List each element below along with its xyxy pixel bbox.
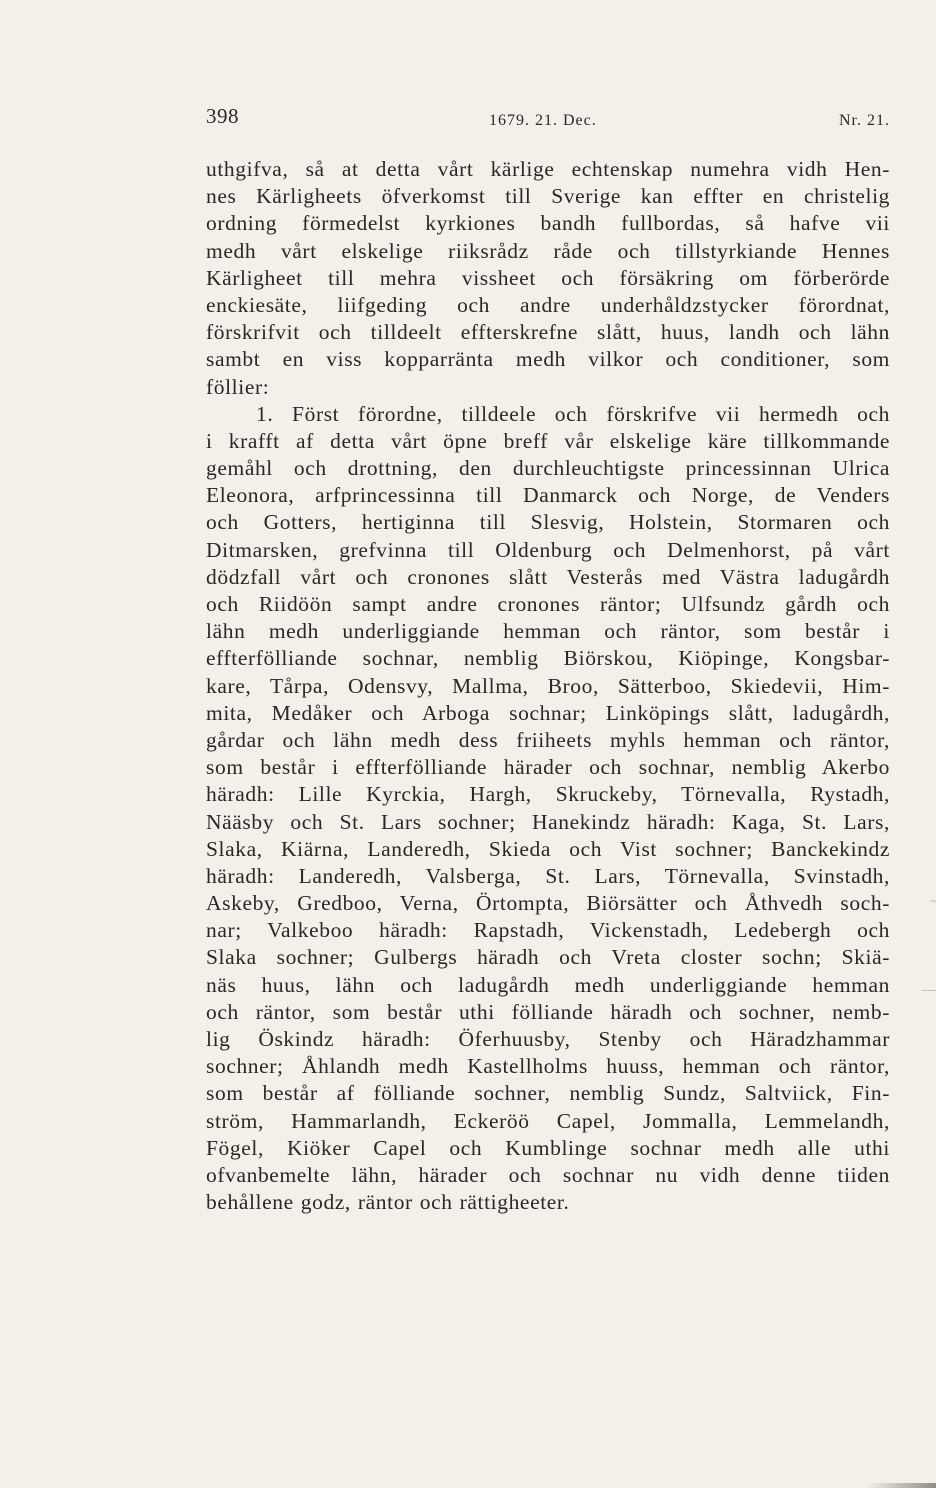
text-line: nes Kärligheets öfverkomst till Sverige kan effter en christelig [206, 184, 890, 209]
text-line: Kärligheet till mehra vissheet och försäkring om förberörde [206, 265, 890, 290]
text-line: häradh: Landeredh, Valsberga, St. Lars, Törnevalla, Svinstadh, [206, 863, 890, 888]
text-line: gemåhl och drottning, den durchleuchtigste princessinnan Ulrica [206, 456, 890, 481]
text-line: Askeby, Gredboo, Verna, Örtompta, Biörsätter och Åthvedh soch- [206, 891, 890, 916]
text-line: ordning förmedelst kyrkiones bandh fullbordas, så hafve vii [206, 211, 890, 236]
document-number: Nr. 21. [839, 112, 890, 129]
text-line: och Gotters, hertiginna till Slesvig, Holstein, Stormaren och [206, 510, 890, 535]
text-line: häradh: Lille Kyrckia, Hargh, Skruckeby, Törnevalla, Rystadh, [206, 782, 890, 807]
scan-edge-mark [922, 990, 936, 991]
text-line: dödzfall vårt och cronones slått Vesterås med Västra ladugårdh [206, 564, 890, 589]
text-line: som består i effterfölliande härader och sochnar, nemblig Akerbo [206, 755, 890, 780]
text-line: föllier: [206, 374, 270, 399]
text-line: och Riidöön sampt andre cronones räntor; Ulfsundz gårdh och [206, 592, 890, 616]
text-line: näs huus, lähn och ladugårdh medh underliggiande hemman [206, 972, 890, 997]
scan-bottom-shadow [866, 1483, 936, 1488]
text-line: mita, Medåker och Arboga sochnar; Linköpings slått, ladugårdh, [206, 700, 890, 725]
text-line: 1. Först förordne, tilldeele och förskrifve vii hermedh och [256, 401, 890, 426]
text-line: Eleonora, arfprincessinna till Danmarck och Norge, de Venders [206, 483, 890, 508]
text-line: medh vårt elskelige riiksrådz råde och tillstyrkiande Hennes [206, 238, 890, 263]
text-line: Ditmarsken, grefvinna till Oldenburg och Delmenhorst, på vårt [206, 537, 890, 562]
text-line: Slaka, Kiärna, Landeredh, Skieda och Vist sochner; Banckekindz [206, 836, 890, 861]
text-line: förskrifvit och tilldeelt effterskrefne slått, huus, landh och lähn [206, 320, 890, 345]
text-line: ström, Hammarlandh, Eckeröö Capel, Jommalla, Lemmelandh, [206, 1108, 890, 1133]
text-line: nar; Valkeboo häradh: Rapstadh, Vickenstadh, Ledebergh och [206, 918, 890, 943]
text-line: lähn medh underliggiande hemman och räntor, som består i [206, 619, 890, 644]
text-line: enckiesäte, liifgeding och andre underhåldzstycker förordnat, [206, 292, 890, 317]
text-line: Nääsby och St. Lars sochner; Hanekindz häradh: Kaga, St. Lars, [206, 809, 890, 834]
page-header [206, 100, 890, 130]
scan-edge-mark [930, 900, 936, 902]
text-line: kare, Tårpa, Odensvy, Mallma, Broo, Sätterboo, Skiedevii, Him- [206, 673, 890, 698]
text-line: behållene godz, räntor och rättigheeter. [206, 1190, 570, 1215]
text-line: sambt en viss kopparränta medh vilkor och conditioner, som [206, 347, 890, 372]
page-number: 398 [206, 104, 239, 128]
text-line: Slaka sochner; Gulbergs häradh och Vreta closter sochn; Skiä- [206, 945, 890, 970]
text-line: lig Öskindz häradh: Öferhuusby, Stenby och Häradzhammar [206, 1027, 890, 1051]
text-line: i krafft af detta vårt öpne breff vår elskelige käre tillkommande [206, 428, 890, 453]
body-text [206, 156, 890, 1216]
text-line: och räntor, som består uthi fölliande häradh och sochner, nemb- [206, 999, 890, 1024]
text-line: uthgifva, så at detta vårt kärlige echtenskap numehra vidh Hen- [206, 157, 890, 181]
text-line: effterfölliande sochnar, nemblig Biörskou, Kiöpinge, Kongsbar- [206, 646, 890, 671]
text-line: sochner; Åhlandh medh Kastellholms huuss, hemman och räntor, [206, 1054, 890, 1079]
header-date: 1679. 21. Dec. [489, 112, 597, 129]
text-line: ofvanbemelte lähn, härader och sochnar nu vidh denne tiiden [206, 1162, 890, 1187]
text-line: Fögel, Kiöker Capel och Kumblinge sochnar medh alle uthi [206, 1135, 890, 1160]
text-line: som består af fölliande sochner, nemblig Sundz, Saltviick, Fin- [206, 1081, 890, 1106]
text-line: gårdar och lähn medh dess friiheets myhls hemman och räntor, [206, 727, 890, 752]
